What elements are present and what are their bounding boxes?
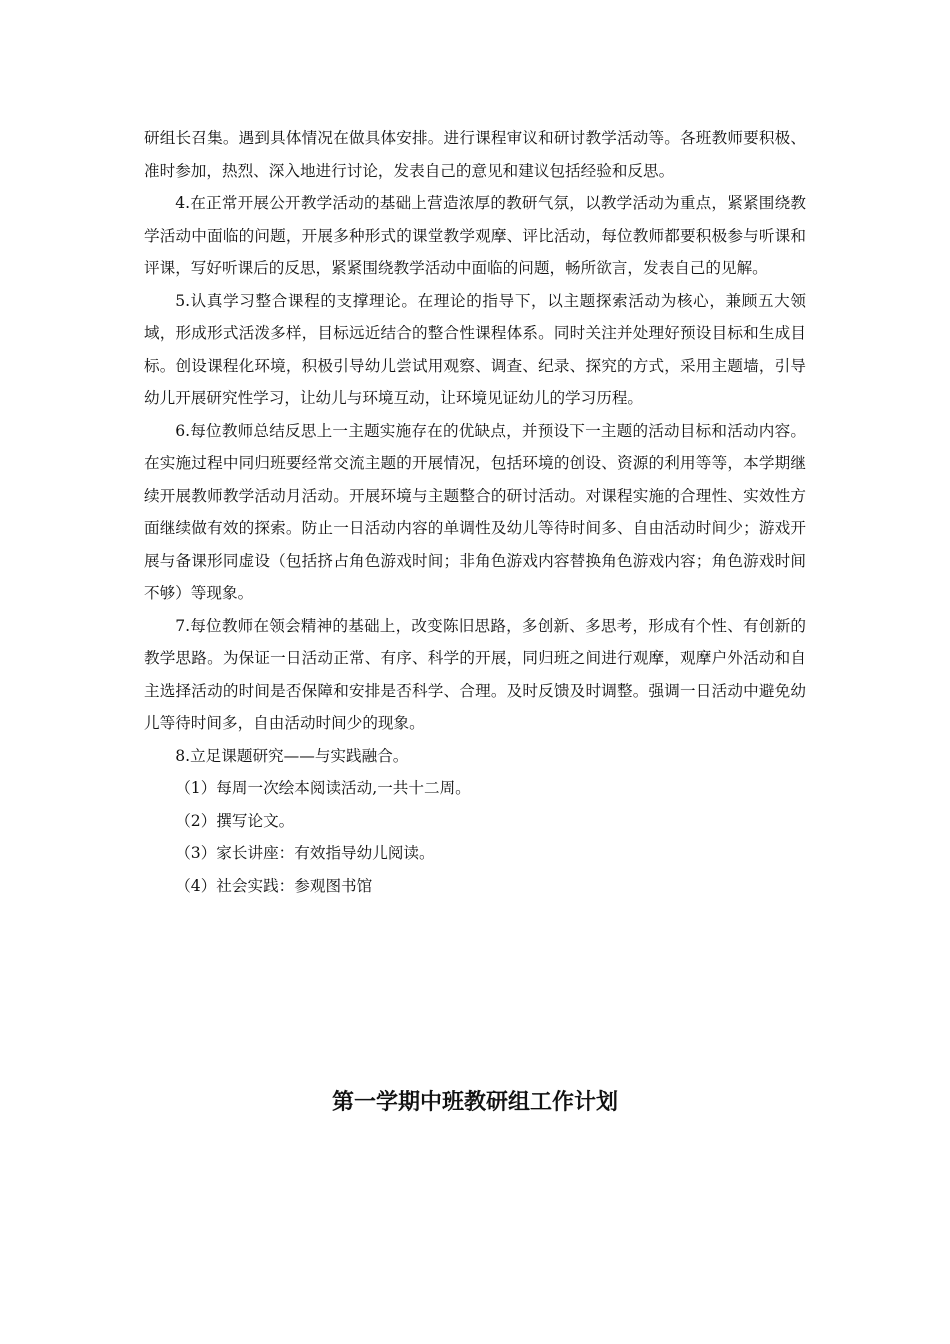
list-item: （2）撰写论文。 [175, 811, 295, 830]
paragraph-continuation: 研组长召集。遇到具体情况在做具体安排。进行课程审议和研讨教学活动等。各班教师要积极、准时参加，热烈、深入地进行讨论，发表自己的意见和建议包括经验和反思。 [144, 129, 806, 180]
document-body [144, 122, 806, 902]
paragraph-item-7: 7.每位教师在领会精神的基础上，改变陈旧思路，多创新、多思考，形成有个性、有创新的教学思路。为保证一日活动正常、有序、科学的开展，同归班之间进行观摩，观摩户外活动和自主选择活动的时间是否保障和安排是否科学、合理。及时反馈及时调整。强调一日活动中避免幼儿等待时间多，自由活动时间少的现象。 [144, 616, 806, 732]
paragraph-item-8: 8.立足课题研究——与实践融合。 [175, 746, 409, 765]
paragraph-item-5: 5.认真学习整合课程的支撑理论。在理论的指导下，以主题探索活动为核心，兼顾五大领域，形成形式活泼多样，目标远近结合的整合性课程体系。同时关注并处理好预设目标和生成目标。创设课程化环境，积极引导幼儿尝试用观察、调查、纪录、探究的方式，采用主题墙，引导幼儿开展研究性学习，让幼儿与环境互动，让环境见证幼儿的学习历程。 [144, 291, 806, 407]
paragraph-item-6: 6.每位教师总结反思上一主题实施存在的优缺点，并预设下一主题的活动目标和活动内容。在实施过程中同归班要经常交流主题的开展情况，包括环境的创设、资源的利用等等，本学期继续开展教师教学活动月活动。开展环境与主题整合的研讨活动。对课程实施的合理性、实效性方面继续做有效的探索。防止一日活动内容的单调性及幼儿等待时间多、自由活动时间少；游戏开展与备课形同虚设（包括挤占角色游戏时间；非角色游戏内容替换角色游戏内容；角色游戏时间不够）等现象。 [144, 421, 806, 602]
paragraph-item-4: 4.在正常开展公开教学活动的基础上营造浓厚的教研气氛，以教学活动为重点，紧紧围绕教学活动中面临的问题，开展多种形式的课堂教学观摩、评比活动，每位教师都要积极参与听课和评课，写好听课后的反思，紧紧围绕教学活动中面临的问题，畅所欲言，发表自己的见解。 [144, 194, 806, 277]
list-item: （3）家长讲座：有效指导幼儿阅读。 [175, 844, 435, 862]
list-item: （1）每周一次绘本阅读活动,一共十二周。 [175, 779, 471, 797]
document-title: 第一学期中班教研组工作计划 [331, 1090, 618, 1115]
list-item: （4）社会实践：参观图书馆 [175, 876, 373, 895]
